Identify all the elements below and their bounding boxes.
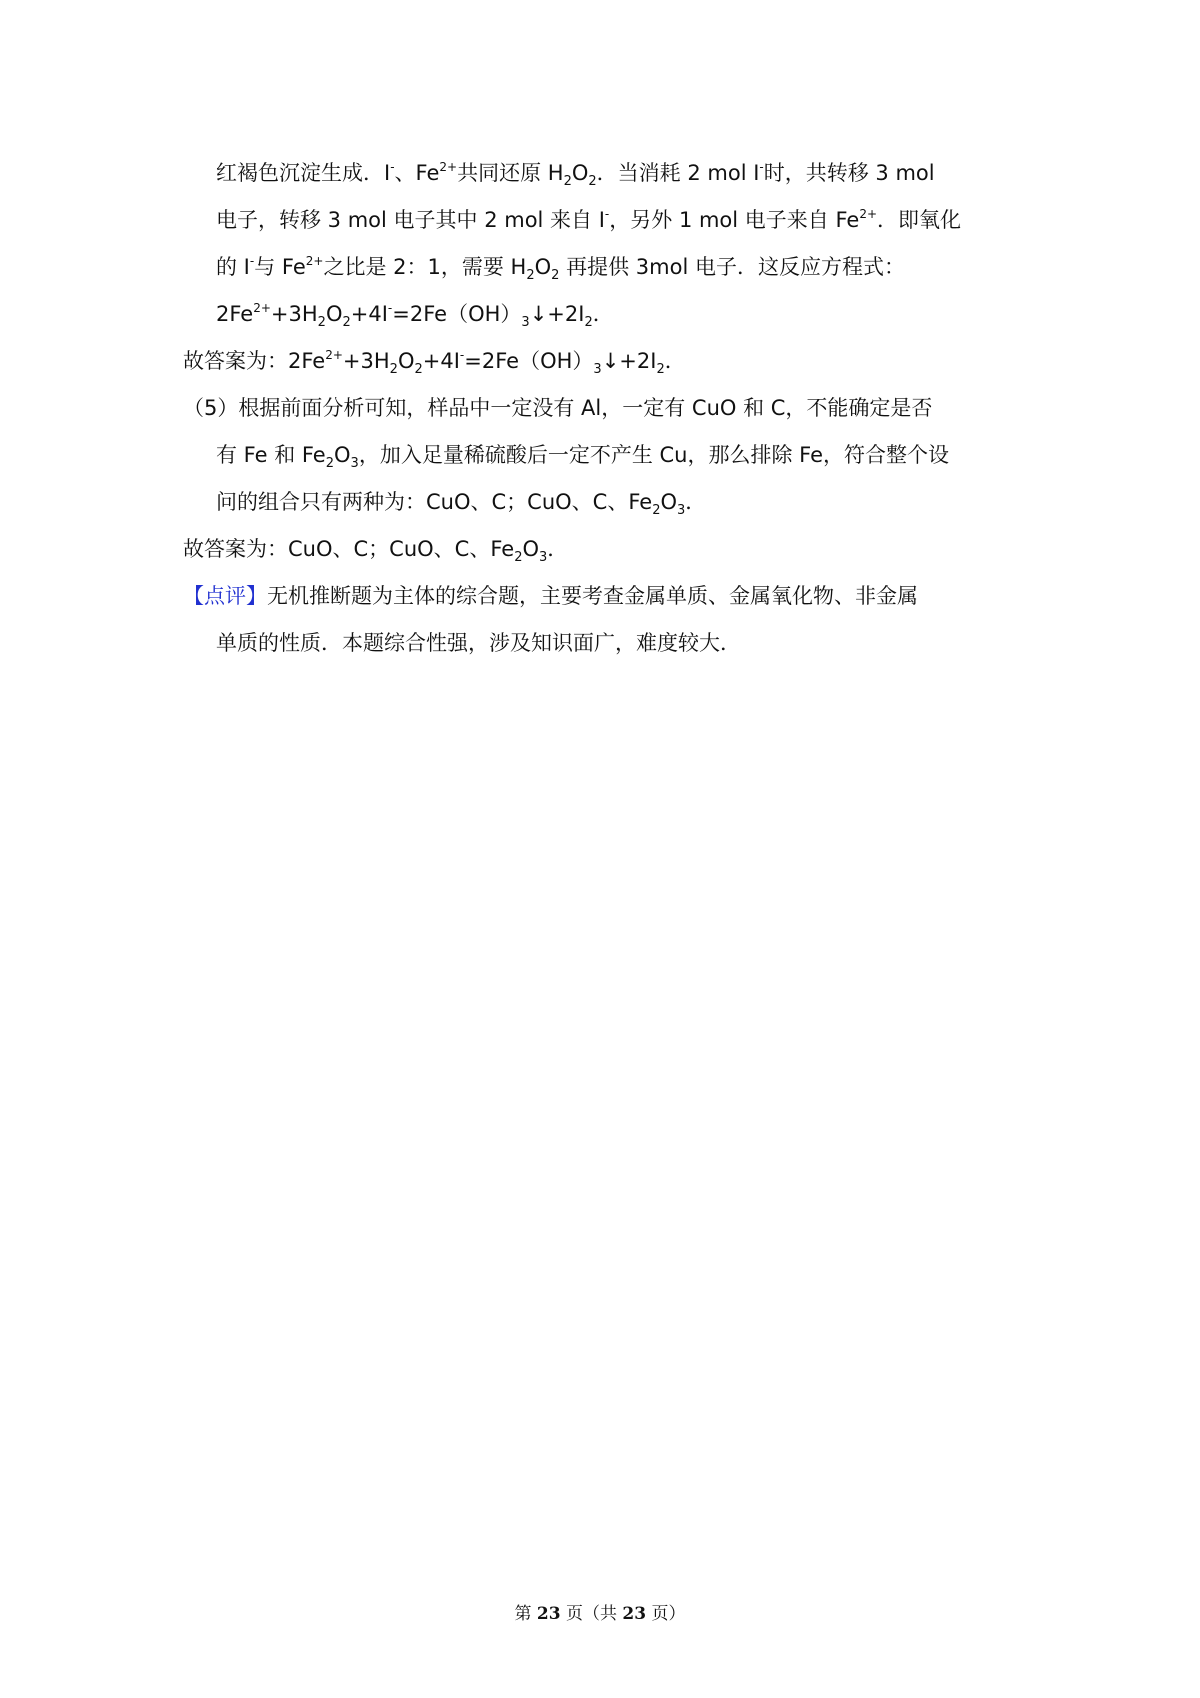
- text-run: 之比是 2：1，需要 H: [323, 255, 527, 279]
- text-line-1: [183, 150, 1028, 197]
- text-line-3: [183, 244, 1028, 291]
- part5-line-3: [183, 479, 1028, 526]
- text-line-2: [183, 197, 1028, 244]
- superscript: -: [759, 160, 764, 174]
- text-run: O: [534, 255, 552, 279]
- subscript: 3: [677, 503, 686, 518]
- text-run: +4I: [350, 302, 388, 326]
- subscript: 2: [514, 550, 523, 565]
- text-run: 再提供 3mol 电子．这反应方程式：: [559, 255, 905, 279]
- subscript: 3: [350, 456, 359, 471]
- text-run: ↓+2I: [529, 302, 585, 326]
- subscript: 2: [563, 174, 572, 189]
- subscript: 2: [588, 174, 597, 189]
- subscript: 2: [414, 362, 423, 377]
- text-run: 时，共转移 3 mol: [763, 161, 935, 185]
- text-run: ，加入足量稀硫酸后一定不产生 Cu，那么排除 Fe，符合整个设: [358, 443, 949, 467]
- text-run: 问的组合只有两种为：CuO、C；CuO、C、Fe: [216, 490, 653, 514]
- text-run: O: [325, 302, 343, 326]
- text-run: O: [571, 161, 589, 185]
- subscript: 2: [551, 268, 560, 283]
- subscript: 2: [652, 503, 661, 518]
- text-run: O: [660, 490, 677, 514]
- text-run: 与 Fe: [254, 255, 306, 279]
- superscript: -: [604, 207, 610, 221]
- equation-line: [183, 291, 1028, 338]
- text-run: ．: [547, 537, 569, 561]
- subscript: 3: [539, 550, 548, 565]
- text-run: 共同还原 H: [457, 161, 564, 185]
- subscript: 2: [584, 315, 593, 330]
- text-run: 的 I: [216, 255, 250, 279]
- page-number: 23: [536, 1604, 561, 1624]
- text-run: +3H: [342, 349, 390, 373]
- text-run: ．: [685, 490, 707, 514]
- comment-line-2: [183, 620, 1028, 667]
- footer-text: 页）: [646, 1604, 686, 1624]
- subscript: 2: [656, 362, 665, 377]
- text-run: ．: [592, 302, 614, 326]
- subscript: 3: [593, 362, 602, 377]
- text-run: 、Fe: [394, 161, 440, 185]
- superscript: 2+: [439, 160, 458, 174]
- page-content: [183, 150, 1028, 667]
- superscript: -: [390, 160, 395, 174]
- text-run: O: [334, 443, 351, 467]
- text-run: 2Fe: [216, 302, 254, 326]
- answer-line-1: [183, 338, 1028, 385]
- text-run: =2Fe（OH）: [464, 349, 594, 373]
- text-run: O: [522, 537, 539, 561]
- text-run: +4I: [422, 349, 460, 373]
- comment-line-1: [183, 573, 1028, 620]
- text-run: ．即氧化: [877, 208, 962, 232]
- text-run: ，另外 1 mol 电子来自 Fe: [609, 208, 860, 232]
- text-run: 故答案为：CuO、C；CuO、C、Fe: [183, 537, 515, 561]
- superscript: 2+: [325, 348, 343, 362]
- superscript: 2+: [305, 254, 324, 268]
- subscript: 2: [325, 456, 335, 471]
- subscript: 2: [526, 268, 535, 283]
- text-run: ．当消耗 2 mol I: [596, 161, 760, 185]
- answer-line-2: [183, 526, 1028, 573]
- text-run: 故答案为：2Fe: [183, 349, 326, 373]
- superscript: -: [249, 254, 255, 268]
- text-run: （5）根据前面分析可知，样品中一定没有 Al，一定有 CuO 和 C，不能确定是否: [183, 396, 933, 420]
- subscript: 2: [342, 315, 351, 330]
- comment-bracket: 【点评】: [183, 584, 267, 608]
- superscript: 2+: [859, 207, 878, 221]
- footer-text: 第: [514, 1604, 537, 1624]
- text-run: O: [397, 349, 415, 373]
- subscript: 2: [317, 315, 326, 330]
- page-footer: [0, 1599, 1200, 1624]
- text-run: 单质的性质．本题综合性强，涉及知识面广，难度较大．: [216, 631, 741, 655]
- superscript: -: [459, 348, 465, 362]
- part5-line-2: [183, 432, 1028, 479]
- text-run: =2Fe（OH）: [392, 302, 522, 326]
- text-run: 有 Fe 和 Fe: [216, 443, 326, 467]
- subscript: 2: [389, 362, 398, 377]
- subscript: 3: [521, 315, 530, 330]
- footer-text: 页（共: [560, 1604, 623, 1624]
- text-run: +3H: [270, 302, 318, 326]
- text-run: ↓+2I: [601, 349, 657, 373]
- part5-line-1: [183, 385, 1028, 432]
- total-pages: 23: [622, 1604, 647, 1624]
- text-run: 电子，转移 3 mol 电子其中 2 mol 来自 I: [216, 208, 605, 232]
- text-run: ．: [664, 349, 686, 373]
- text-run: 无机推断题为主体的综合题，主要考查金属单质、金属氧化物、非金属: [267, 584, 918, 608]
- superscript: -: [387, 301, 393, 315]
- superscript: 2+: [253, 301, 271, 315]
- text-run: 红褐色沉淀生成．I: [216, 161, 391, 185]
